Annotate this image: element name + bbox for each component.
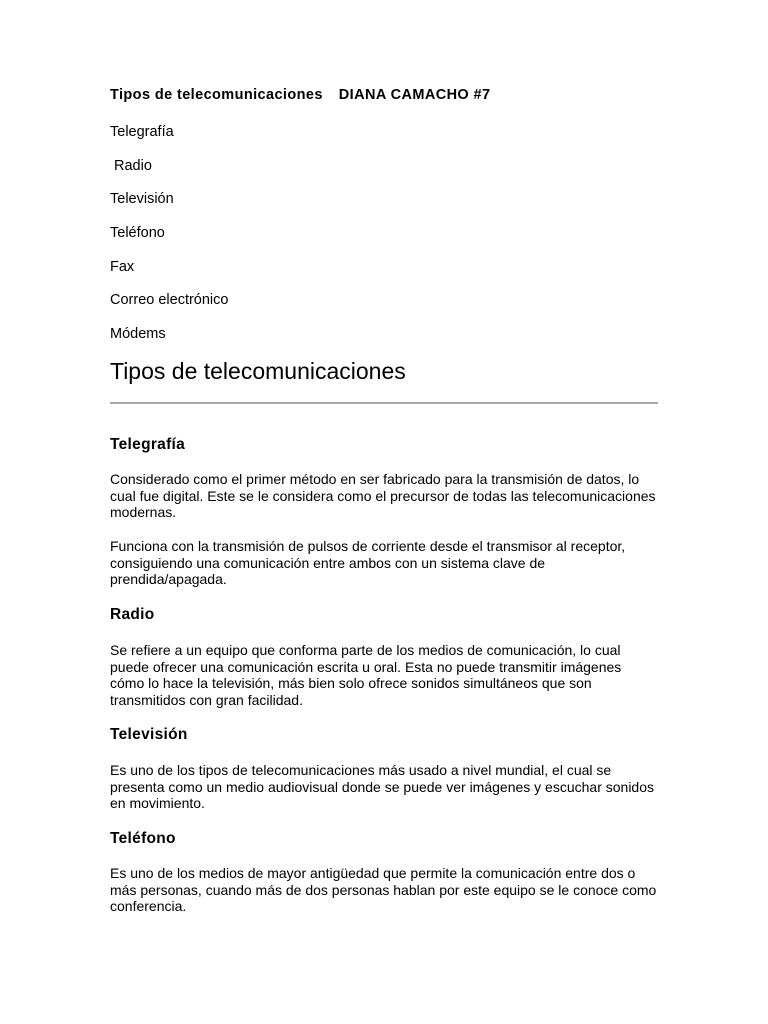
section-title-television: Televisión <box>110 726 188 743</box>
section-paragraph: Es uno de los medios de mayor antigüedad que permite la comunicación entre dos o más personas, cuando más de dos personas hablan por este equipo se le conoce como conferencia. <box>110 865 657 915</box>
section-title-telegrafia: Telegrafía <box>110 436 186 453</box>
section-paragraph: Considerado como el primer método en ser fabricado para la transmisión de datos, lo cual fue digital. Este se le considera como el precursor de todas las telecomunicaciones modernas. <box>110 471 656 521</box>
section-paragraph: Es uno de los tipos de telecomunicaciones más usado a nivel mundial, el cual se presenta como un medio audiovisual donde se puede ver imágenes y escuchar sonidos en movimiento. <box>110 762 655 812</box>
topic-list-item: Televisión <box>110 191 174 208</box>
section-paragraph: Funciona con la transmisión de pulsos de corriente desde el transmisor al receptor, consiguiendo una comunicación entre ambos con un sistema clave de prendida/apagada. <box>110 538 626 588</box>
document-heading-title: Tipos de telecomunicaciones <box>110 87 323 103</box>
section-title-telefono: Teléfono <box>110 830 176 847</box>
topic-list-item: Correo electrónico <box>110 292 229 309</box>
horizontal-divider <box>110 402 658 404</box>
topic-list-item: Radio <box>114 157 152 174</box>
section-title-radio: Radio <box>110 606 155 623</box>
topic-list <box>110 122 228 358</box>
topic-list-item: Fax <box>110 258 135 275</box>
document-heading-author: DIANA CAMACHO #7 <box>338 87 491 103</box>
document-heading <box>110 87 490 103</box>
topic-list-item: Teléfono <box>110 225 165 242</box>
main-title: Tipos de telecomunicaciones <box>110 358 406 384</box>
topic-list-item: Telegrafía <box>110 124 174 140</box>
topic-list-item: Módems <box>110 326 166 343</box>
section-paragraph: Se refiere a un equipo que conforma parte de los medios de comunicación, lo cual puede ofrecer una comunicación escrita u oral. Esta no puede transmitir imágenes cómo lo hace la televisión, más bien solo ofrece sonidos simultáneos que son transmitidos con gran facilidad. <box>110 642 622 709</box>
